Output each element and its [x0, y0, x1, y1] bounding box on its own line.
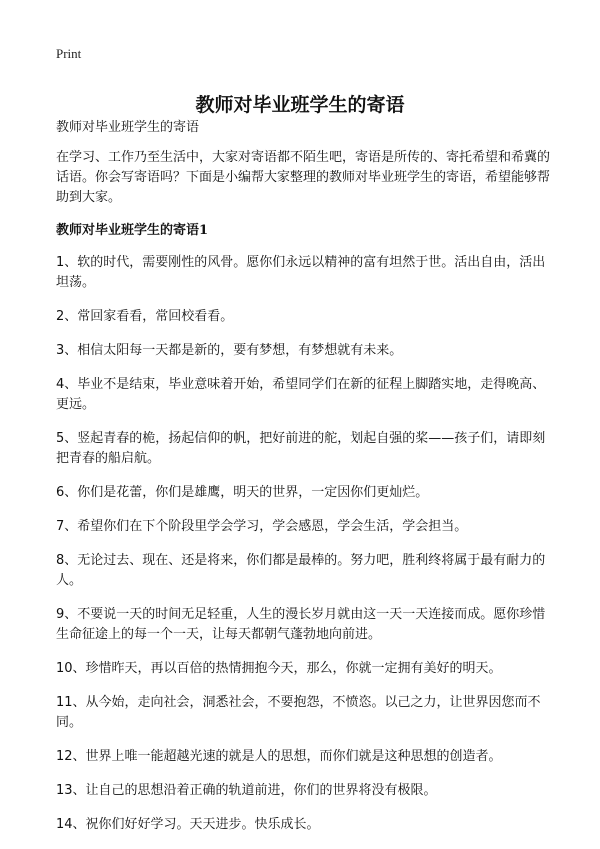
article-subtitle: 教师对毕业班学生的寄语 [56, 120, 200, 135]
intro-paragraph: 在学习、工作乃至生活中，大家对寄语都不陌生吧，寄语是所传的、寄托希望和希冀的话语。你会写寄语吗？下面是小编帮大家整理的教师对毕业班学生的寄语，希望能够帮助到大家。 [56, 150, 551, 205]
list-item: 10、珍惜昨天，再以百倍的热情拥抱今天，那么，你就一定拥有美好的明天。 [56, 661, 502, 676]
list-item: 2、常回家看看，常回校看看。 [56, 309, 234, 324]
list-item: 13、让自己的思想沿着正确的轨道前进，你们的世界将没有极限。 [56, 783, 437, 798]
list-item: 8、无论过去、现在、还是将来，你们都是最棒的。努力吧，胜利终将属于最有耐力的人。 [56, 553, 546, 588]
list-item: 4、毕业不是结束，毕业意味着开始，希望同学们在新的征程上脚踏实地，走得晚高、更远。 [56, 377, 546, 412]
section-heading: 教师对毕业班学生的寄语1 [56, 223, 209, 238]
list-item: 6、你们是花蕾，你们是雄鹰，明天的世界，一定因你们更灿烂。 [56, 485, 429, 500]
print-link[interactable]: Print [56, 46, 82, 61]
list-item: 14、祝你们好好学习。天天进步。快乐成长。 [56, 817, 320, 832]
list-item: 9、不要说一天的时间无足轻重，人生的漫长岁月就由这一天一天连接而成。愿你珍惜生命征途上的每一个一天，让每天都朝气蓬勃地向前进。 [56, 607, 546, 642]
list-item: 12、世界上唯一能超越光速的就是人的思想，而你们就是这种思想的创造者。 [56, 749, 502, 764]
list-item: 1、软的时代，需要刚性的风骨。愿你们永远以精神的富有坦然于世。活出自由，活出坦荡。 [56, 255, 546, 290]
list-item: 5、竖起青春的桅，扬起信仰的帆，把好前进的舵，划起自强的桨——孩子们，请即刻把青春的船启航。 [56, 431, 546, 466]
article-body [56, 118, 550, 849]
page-title: 教师对毕业班学生的寄语 [195, 93, 405, 116]
list-item: 7、希望你们在下个阶段里学会学习，学会感恩，学会生活，学会担当。 [56, 519, 468, 534]
list-item: 3、相信太阳每一天都是新的，要有梦想，有梦想就有未来。 [56, 343, 403, 358]
list-item: 11、从今始，走向社会，洞悉社会，不要抱怨，不愤恣。以己之力，让世界因您而不同。 [56, 695, 541, 730]
